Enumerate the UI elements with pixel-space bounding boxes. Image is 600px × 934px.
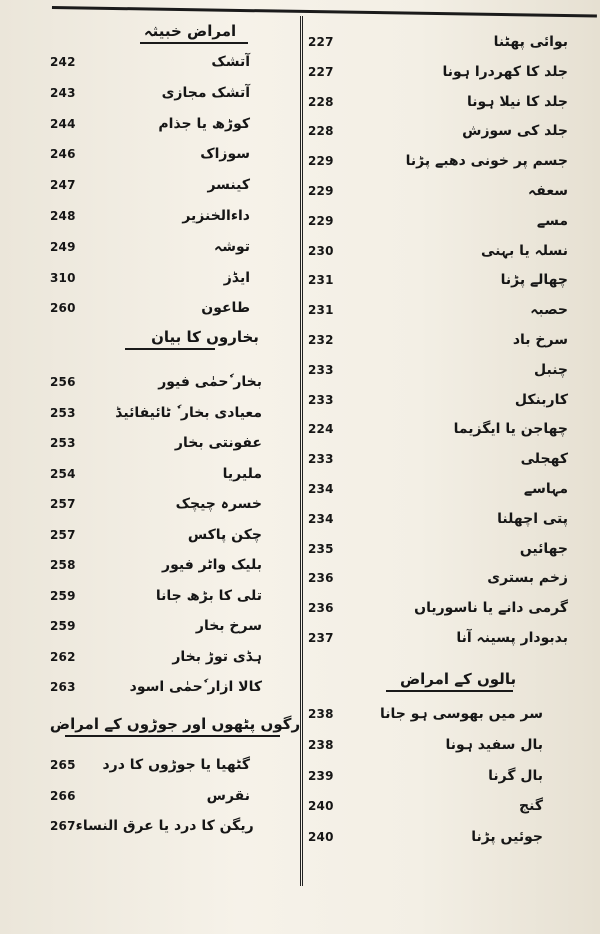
page-number: 227 [308,35,334,49]
toc-entry [50,204,290,228]
column-divider [300,16,303,886]
page-number: 247 [50,178,76,193]
entry-title: کھجلی [520,451,568,468]
toc-entry [50,614,290,638]
entry-title: بال گرنا [488,767,543,784]
page-number: 238 [308,707,334,721]
page-number: 267 [50,819,76,833]
entry-title: تلی کا بڑھ جانا [155,587,262,604]
toc-entry [50,112,290,136]
page-number: 259 [50,619,76,633]
toc-entry [50,462,290,486]
toc-entry [308,507,588,531]
section-heading-fevers [120,324,290,350]
toc-entry [308,328,588,352]
entry-title: سعفہ [528,183,568,199]
entry-title: گرمی دانے یا ناسوریاں [414,600,568,617]
toc-entry [50,814,290,838]
section-heading-text: بخاروں کا بیان [151,328,259,346]
entry-title: کاربنکل [514,391,568,408]
toc-entry [308,626,588,650]
top-rule [52,6,597,18]
page-number: 248 [50,209,76,223]
entry-title: توشہ [213,238,250,255]
entry-title: ایڈز [223,269,250,286]
page-number: 233 [308,452,334,467]
page-number: 236 [308,601,334,616]
heading-underline [65,735,280,737]
entry-title: جھائیں [519,540,568,557]
toc-entry [308,825,588,849]
section-heading-text: بالوں کے امراض [399,670,517,688]
entry-title: خسرہ چیچک [175,496,262,512]
toc-entry [308,417,588,441]
page-number: 224 [308,422,334,437]
entry-title: گٹھیا یا جوڑوں کا درد [102,757,250,773]
page-number: 234 [308,511,334,526]
page-number: 262 [50,649,76,664]
entry-title: سر میں بھوسی ہو جانا [379,706,543,722]
heading-underline [125,348,215,350]
page-number: 239 [308,768,334,783]
toc-entry [308,596,588,620]
entry-title: گنج [519,798,543,815]
entry-title: بدبودار پسینہ آنا [456,630,568,646]
entry-title: جوئیں پڑنا [471,829,543,846]
entry-title: سرخ باد [512,332,568,348]
page-number: 231 [308,303,334,318]
entry-title: کالا ازار ٗحمٰی اسود [129,679,262,695]
entry-title: کوڑھ یا جذام [158,115,250,132]
toc-entry [308,566,588,590]
page-number: 258 [50,558,76,572]
toc-entry [308,149,588,173]
entry-title: حصبہ [530,302,568,319]
page-number: 240 [308,799,334,814]
toc-entry [308,477,588,501]
toc-entry [50,675,290,699]
entry-title: بخار ٗحمٰی فیور [158,374,262,390]
page-number: 237 [308,631,334,645]
entry-title: بوائی پھٹنا [493,34,568,50]
toc-entry [50,553,290,577]
entry-title: جسم پر خونی دھبے پڑنا [405,153,568,170]
entry-title: پتی اچھلنا [497,510,568,527]
page-number: 227 [308,64,334,79]
entry-title: کینسر [207,177,250,194]
page-number: 229 [308,184,334,198]
page-number: 244 [50,116,76,131]
page-number: 256 [50,375,76,389]
page-number: 230 [308,243,334,258]
toc-entry [50,235,290,259]
page-number: 246 [50,147,76,162]
entry-title: نقرس [206,787,250,804]
toc-entry [308,702,588,726]
entry-title: چھاجن یا ایگزیما [453,421,568,438]
page-number: 240 [308,830,334,845]
toc-entry [308,733,588,757]
toc-entry [308,358,588,382]
entry-title: جلد کا نیلا ہونا [466,93,568,110]
page-number: 259 [50,588,76,603]
section-heading-veins-joints [49,711,301,737]
entry-title: طاعون [201,300,250,317]
page-number: 243 [50,85,76,100]
page-number: 238 [308,737,334,752]
toc-entry [308,209,588,233]
page-number: 228 [308,94,334,109]
toc-entry [50,173,290,197]
entry-title: جلد کا کھردرا ہونا [442,63,568,80]
page-number: 235 [308,541,334,556]
page-number: 263 [50,680,76,694]
entry-title: آتشک [211,54,250,70]
toc-entry [308,90,588,114]
toc-entry [308,764,588,788]
entry-title: سوزاک [200,146,250,163]
entry-title: جلد کی سوزش [462,123,568,140]
toc-entry [50,81,290,105]
page-number: 257 [50,497,76,511]
page-number: 229 [308,154,334,169]
toc-entry [50,266,290,290]
toc-entry [308,447,588,471]
entry-title: چھالے پڑنا [500,272,568,289]
toc-entry [50,492,290,516]
page-number: 229 [308,213,334,228]
toc-entry [308,119,588,143]
page-number: 228 [308,124,334,139]
entry-title: زخم بستری [487,570,568,587]
page-number: 233 [308,392,334,407]
page-number: 249 [50,239,76,254]
page-number: 266 [50,788,76,803]
toc-entry [308,30,588,54]
toc-entry [308,794,588,818]
entry-title: عفونتی بخار [174,435,262,451]
page-number: 231 [308,273,334,288]
toc-entry [50,370,290,394]
entry-title: مسے [536,212,568,229]
entry-title: مہاسے [523,481,568,497]
toc-entry [308,388,588,412]
section-heading-text: امراض خبیثہ [143,22,237,40]
toc-entry [50,50,290,74]
page-number: 257 [50,527,76,542]
page-number: 265 [50,758,76,772]
entry-title: بال سفید ہونا [445,736,543,753]
toc-entry [50,296,290,320]
entry-title: نسلہ یا بہنی [480,242,568,259]
toc-entry [50,753,290,777]
page-number: 233 [308,362,334,377]
page-number: 232 [308,333,334,347]
page-number: 260 [50,301,76,316]
entry-title: سرخ بخار [195,618,262,634]
page-number: 254 [50,466,76,481]
page-number: 253 [50,405,76,420]
entry-title: چنبل [533,361,568,378]
toc-entry [308,239,588,263]
toc-entry [308,537,588,561]
page-number: 236 [308,571,334,586]
toc-entry [50,784,290,808]
entry-title: چکن پاکس [187,526,262,543]
entry-title: آتشک مجازی [161,84,250,101]
toc-entry [50,431,290,455]
heading-underline [386,690,513,692]
entry-title: بلیک واٹر فیور [162,557,262,573]
toc-entry [50,523,290,547]
toc-entry [50,401,290,425]
heading-underline [140,42,248,44]
page-number: 310 [50,270,76,285]
page-number: 234 [308,482,334,496]
section-heading-malignant [110,18,270,44]
page-number: 242 [50,55,76,69]
toc-entry [308,60,588,84]
entry-title: داءالخنزیر [182,208,250,224]
toc-entry [50,645,290,669]
toc-entry [308,298,588,322]
section-heading-hair [378,666,538,692]
section-heading-text: رگوں پٹھوں اور جوڑوں کے امراض [49,715,301,733]
entry-title: ریگن کا درد یا عرق النساء [75,818,254,834]
entry-title: معیادی بخار ٗ ٹائیفائیڈ [115,404,262,421]
toc-entry [308,179,588,203]
entry-title: ملیریا [222,465,262,482]
entry-title: ہڈی توڑ بخار [172,648,262,665]
toc-entry [50,584,290,608]
toc-entry [50,142,290,166]
toc-entry [308,268,588,292]
page-number: 253 [50,436,76,450]
